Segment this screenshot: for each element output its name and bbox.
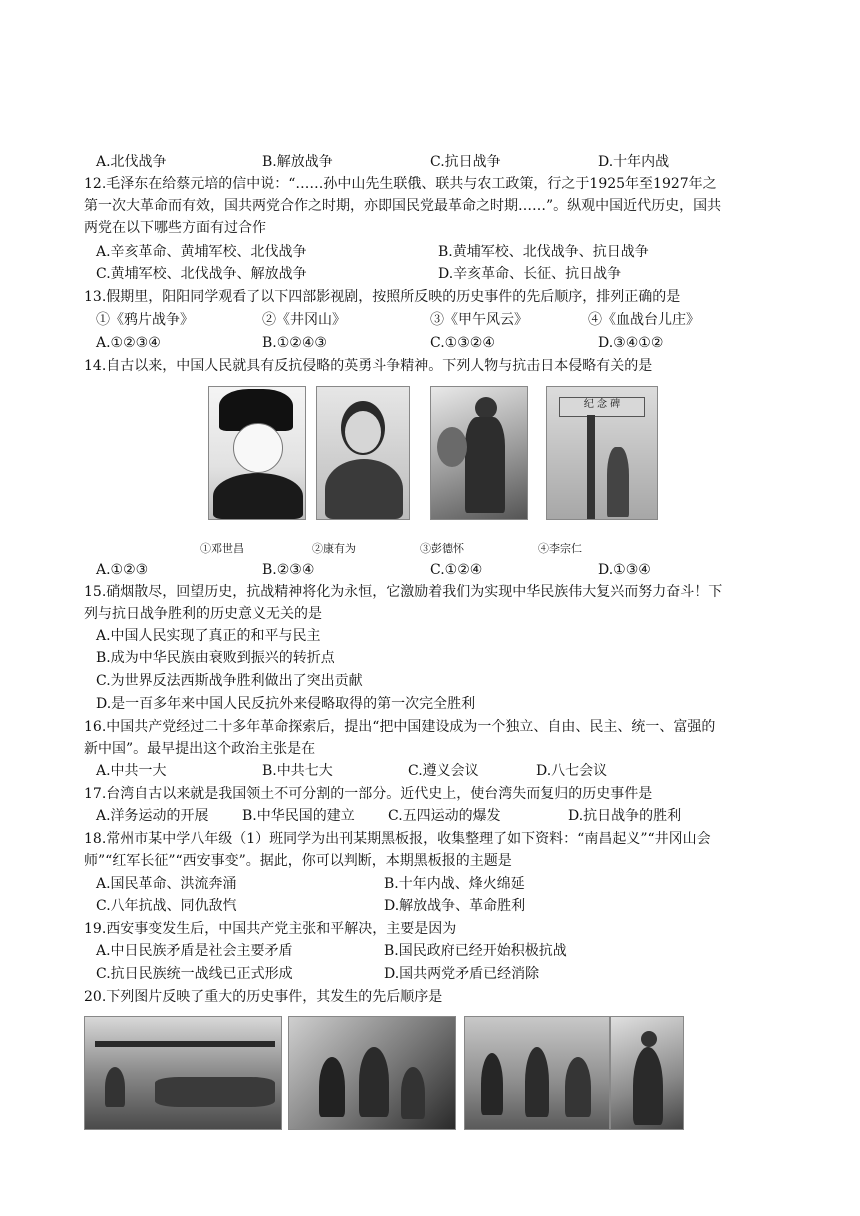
q17-option-a[interactable]: A.洋务运动的开展 bbox=[96, 808, 209, 824]
q19-option-c[interactable]: C.抗日民族统一战线已正式形成 bbox=[96, 966, 293, 982]
q14-caption-4: ④李宗仁 bbox=[538, 542, 582, 555]
portrait-kang-youwei bbox=[316, 386, 410, 520]
q19-option-b[interactable]: B.国民政府已经开始积极抗战 bbox=[384, 943, 567, 959]
q18-stem-line2: 师”“红军长征”“西安事变”。据此，你可以判断，本期黑板报的主题是 bbox=[84, 853, 512, 869]
q16-option-b[interactable]: B.中共七大 bbox=[262, 763, 333, 779]
q19-stem: 19.西安事变发生后，中国共产党主张和平解决，主要是因为 bbox=[84, 921, 457, 937]
memorial-sign-board: 纪 念 碑 bbox=[559, 397, 645, 417]
q13-film-4: ④《血战台儿庄》 bbox=[588, 312, 700, 328]
q18-option-d[interactable]: D.解放战争、革命胜利 bbox=[384, 898, 526, 914]
q12-option-b[interactable]: B.黄埔军校、北伐战争、抗日战争 bbox=[438, 244, 649, 260]
q13-stem: 13.假期里，阳阳同学观看了以下四部影视剧，按照所反映的历史事件的先后顺序，排列正确的是 bbox=[84, 289, 681, 305]
q13-film-2: ②《井冈山》 bbox=[262, 312, 346, 328]
q11-option-a[interactable]: A.北伐战争 bbox=[96, 154, 167, 170]
q13-film-3: ③《甲午风云》 bbox=[430, 312, 528, 328]
q18-stem-line1: 18.常州市某中学八年级（1）班同学为出刊某期黑板报，收集整理了如下资料：“南昌起义”“井冈山会 bbox=[84, 831, 711, 847]
q15-stem-line1: 15.硝烟散尽，回望历史，抗战精神将化为永恒，它激励着我们为实现中华民族伟大复兴而努力奋斗！下 bbox=[84, 584, 723, 600]
q12-stem-line3: 两党在以下哪些方面有过合作 bbox=[84, 220, 266, 236]
q13-option-a[interactable]: A.①②③④ bbox=[96, 335, 161, 351]
q16-option-d[interactable]: D.八七会议 bbox=[536, 763, 608, 779]
q16-stem-line1: 16.中国共产党经过二十多年革命探索后，提出“把中国建设成为一个独立、自由、民主、统一、富强的 bbox=[84, 719, 716, 735]
q14-option-b[interactable]: B.②③④ bbox=[262, 562, 315, 578]
q14-option-d[interactable]: D.①③④ bbox=[598, 562, 651, 578]
q13-option-b[interactable]: B.①②④③ bbox=[262, 335, 327, 351]
q14-option-c[interactable]: C.①②④ bbox=[430, 562, 483, 578]
q11-option-d[interactable]: D.十年内战 bbox=[598, 154, 670, 170]
photo-peng-dehuai bbox=[430, 386, 528, 520]
q12-option-c[interactable]: C.黄埔军校、北伐战争、解放战争 bbox=[96, 266, 307, 282]
q13-option-c[interactable]: C.①③②④ bbox=[430, 335, 495, 351]
q15-stem-line2: 列与抗日战争胜利的历史意义无关的是 bbox=[84, 606, 322, 622]
q20-photo-4 bbox=[610, 1016, 684, 1130]
photo-li-zongren-memorial bbox=[546, 386, 658, 520]
q17-option-d[interactable]: D.抗日战争的胜利 bbox=[568, 808, 682, 824]
q18-option-a[interactable]: A.国民革命、洪流奔涌 bbox=[96, 876, 237, 892]
q12-stem-line1: 12.毛泽东在给蔡元培的信中说：“……孙中山先生联俄、联共与农工政策，行之于1925年至1927年之 bbox=[84, 176, 717, 192]
q17-stem: 17.台湾自古以来就是我国领土不可分割的一部分。近代史上，使台湾失而复归的历史事件是 bbox=[84, 786, 653, 802]
q20-photo-1 bbox=[84, 1016, 282, 1130]
q14-option-a[interactable]: A.①②③ bbox=[96, 562, 149, 578]
q12-option-d[interactable]: D.辛亥革命、长征、抗日战争 bbox=[438, 266, 622, 282]
q13-film-1: ①《鸦片战争》 bbox=[96, 312, 194, 328]
q16-option-a[interactable]: A.中共一大 bbox=[96, 763, 167, 779]
q15-option-b[interactable]: B.成为中华民族由衰败到振兴的转折点 bbox=[96, 650, 335, 666]
q20-stem: 20.下列图片反映了重大的历史事件，其发生的先后顺序是 bbox=[84, 989, 443, 1005]
q20-photo-3 bbox=[464, 1016, 610, 1130]
q15-option-c[interactable]: C.为世界反法西斯战争胜利做出了突出贡献 bbox=[96, 673, 363, 689]
q14-caption-2: ②康有为 bbox=[312, 542, 356, 555]
q17-option-b[interactable]: B.中华民国的建立 bbox=[242, 808, 355, 824]
portrait-deng-shichang bbox=[208, 386, 306, 520]
q20-photo-2 bbox=[288, 1016, 456, 1130]
q11-option-b[interactable]: B.解放战争 bbox=[262, 154, 333, 170]
q18-option-b[interactable]: B.十年内战、烽火绵延 bbox=[384, 876, 525, 892]
q11-option-c[interactable]: C.抗日战争 bbox=[430, 154, 501, 170]
q15-option-d[interactable]: D.是一百多年来中国人民反抗外来侵略取得的第一次完全胜利 bbox=[96, 696, 476, 712]
q18-option-c[interactable]: C.八年抗战、同仇敌忾 bbox=[96, 898, 237, 914]
q19-option-d[interactable]: D.国共两党矛盾已经消除 bbox=[384, 966, 540, 982]
q17-option-c[interactable]: C.五四运动的爆发 bbox=[388, 808, 501, 824]
q19-option-a[interactable]: A.中日民族矛盾是社会主要矛盾 bbox=[96, 943, 293, 959]
q15-option-a[interactable]: A.中国人民实现了真正的和平与民主 bbox=[96, 628, 321, 644]
q14-caption-1: ①邓世昌 bbox=[200, 542, 244, 555]
q16-option-c[interactable]: C.遵义会议 bbox=[408, 763, 479, 779]
q14-stem: 14.自古以来，中国人民就具有反抗侵略的英勇斗争精神。下列人物与抗击日本侵略有关的是 bbox=[84, 358, 653, 374]
q12-option-a[interactable]: A.辛亥革命、黄埔军校、北伐战争 bbox=[96, 244, 307, 260]
q12-stem-line2: 第一次大革命而有效，国共两党合作之时期，亦即国民党最革命之时期……”。纵观中国近代历史，国共 bbox=[84, 198, 722, 214]
q13-option-d[interactable]: D.③④①② bbox=[598, 335, 664, 351]
q16-stem-line2: 新中国”。最早提出这个政治主张是在 bbox=[84, 741, 316, 757]
q14-caption-3: ③彭德怀 bbox=[420, 542, 464, 555]
